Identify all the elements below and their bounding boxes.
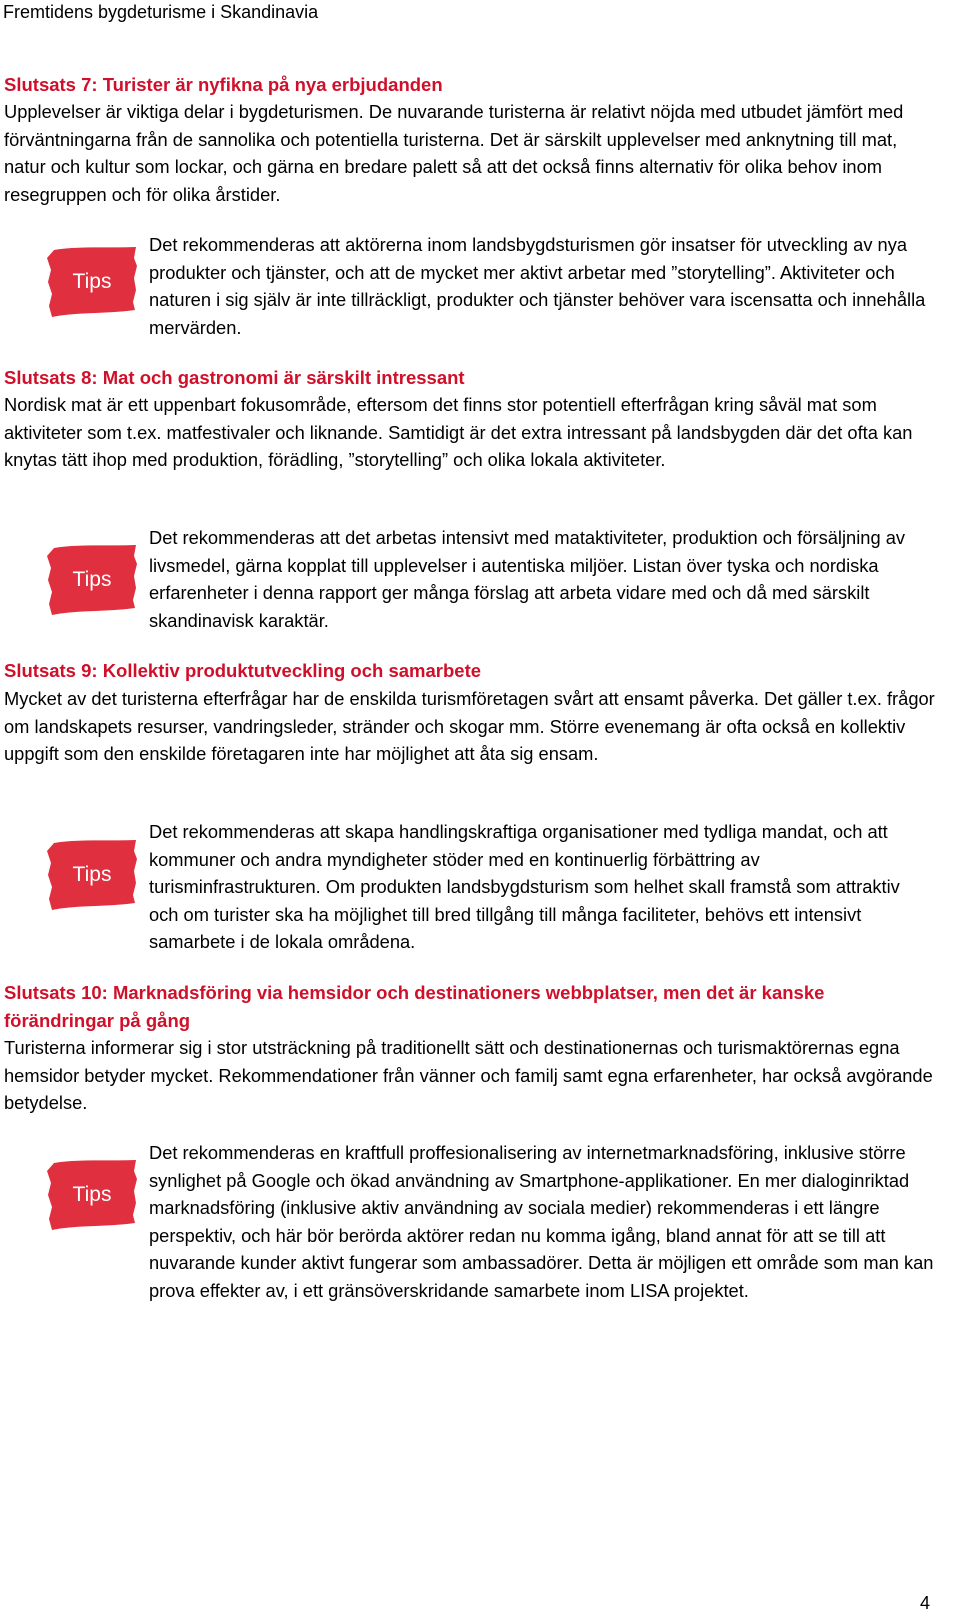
running-header: Fremtidens bygdeturisme i Skandinavia <box>3 2 319 22</box>
section-title-10: Slutsats 10: Marknadsföring via hemsidor och destinationers webbplatser, men det är kanske förändringar på gång <box>4 982 825 1031</box>
tip-text-9: Det rekommenderas att skapa handlingskraftiga organisationer med tydliga mandat, och att kommuner och andra myndigheter stöder med en kontinuerlig förbättring av turisminfrastrukturen. Om produkten landsbygdsturism som helhet skall framstå som attraktiv och om turister ska ha möjlighet till bred tillgång till många faciliteter, behövs ett intensivt samarbete i de lokala områdena. <box>149 821 900 952</box>
tip-text-10: Det rekommenderas en kraftfull proffesionalisering av internetmarknadsföring, inklusive större synlighet på Google och ökad användning av Smartphone-applikationer. En mer dialoginriktad marknadsföring (inklusive aktiv användning av sociala medier) rekommenderas i ett längre perspektiv, och här bör berörda aktörer redan nu komma igång, bland annat för att se till att nuvarande kunder aktivt fungerar som ambassadörer. Detta är möjligen ett område som man kan prova effekter av, i ett gränsöverskridande samarbete inom LISA projektet. <box>149 1142 934 1301</box>
tips-label: Tips <box>72 270 112 293</box>
section-body-9: Mycket av det turisterna efterfrågar har de enskilda turismföretagen svårt att ensamt påverka. Det gäller t.ex. frågor om landskapets resurser, vandringsleder, stränder och skogar mm. Större evenemang är ofta också en kollektiv uppgift som den enskilde företagaren inte har möjlighet att åta sig ensam. <box>4 688 935 764</box>
tips-badge <box>46 1157 138 1231</box>
tips-label: Tips <box>72 863 112 886</box>
tips-badge <box>46 542 138 616</box>
page-number: 4 <box>919 1593 930 1613</box>
section-body-8: Nordisk mat är ett uppenbart fokusområde, eftersom det finns stor potentiell efterfrågan kring såväl mat som aktiviteter som t.ex. matfestivaler och liknande. Samtidigt är det extra intressant på landsbygden där det ofta kan knytas tätt ihop med produktion, förädling, ”storytelling” och olika lokala aktiviteter. <box>4 394 913 470</box>
section-title-9: Slutsats 9: Kollektiv produktutveckling och samarbete <box>4 660 482 681</box>
section-body-10: Turisterna informerar sig i stor utsträckning på traditionellt sätt och destinationernas och turismaktörernas egna hemsidor betyder mycket. Rekommendationer från vänner och familj samt egna erfarenheter, har också avgörande betydelse. <box>4 1037 933 1113</box>
tips-label: Tips <box>72 568 112 591</box>
section-title-7: Slutsats 7: Turister är nyfikna på nya erbjudanden <box>4 74 443 95</box>
tips-badge <box>46 244 138 318</box>
tip-text-8: Det rekommenderas att det arbetas intensivt med mataktiviteter, produktion och försäljning av livsmedel, gärna kopplat till upplevelser i autentiska miljöer. Listan över tyska och nordiska erfarenheter i denna rapport ger många förslag att arbeta vidare med och då med särskilt skandinavisk karaktär. <box>149 527 906 631</box>
tip-text-7: Det rekommenderas att aktörerna inom landsbygdsturismen gör insatser för utveckling av nya produkter och tjänster, och att de mycket mer aktivt arbetar med ”storytelling”. Aktiviteter och naturen i sig själv är inte tillräckligt, produkter och tjänster behöver vara iscensatta och innehålla mervärden. <box>149 234 926 338</box>
section-body-7: Upplevelser är viktiga delar i bygdeturismen. De nuvarande turisterna är relativt nöjda med utbudet jämfört med förväntningarna från de sannolika och potentiella turisterna. Det är särskilt upplevelser med anknytning till mat, natur och kultur som lockar, och gärna en bredare palett så att det också finns alternativ för olika behov inom resegruppen och för olika årstider. <box>4 101 904 205</box>
tips-label: Tips <box>72 1183 112 1206</box>
tips-badge <box>46 837 138 911</box>
section-title-8: Slutsats 8: Mat och gastronomi är särskilt intressant <box>4 367 465 388</box>
